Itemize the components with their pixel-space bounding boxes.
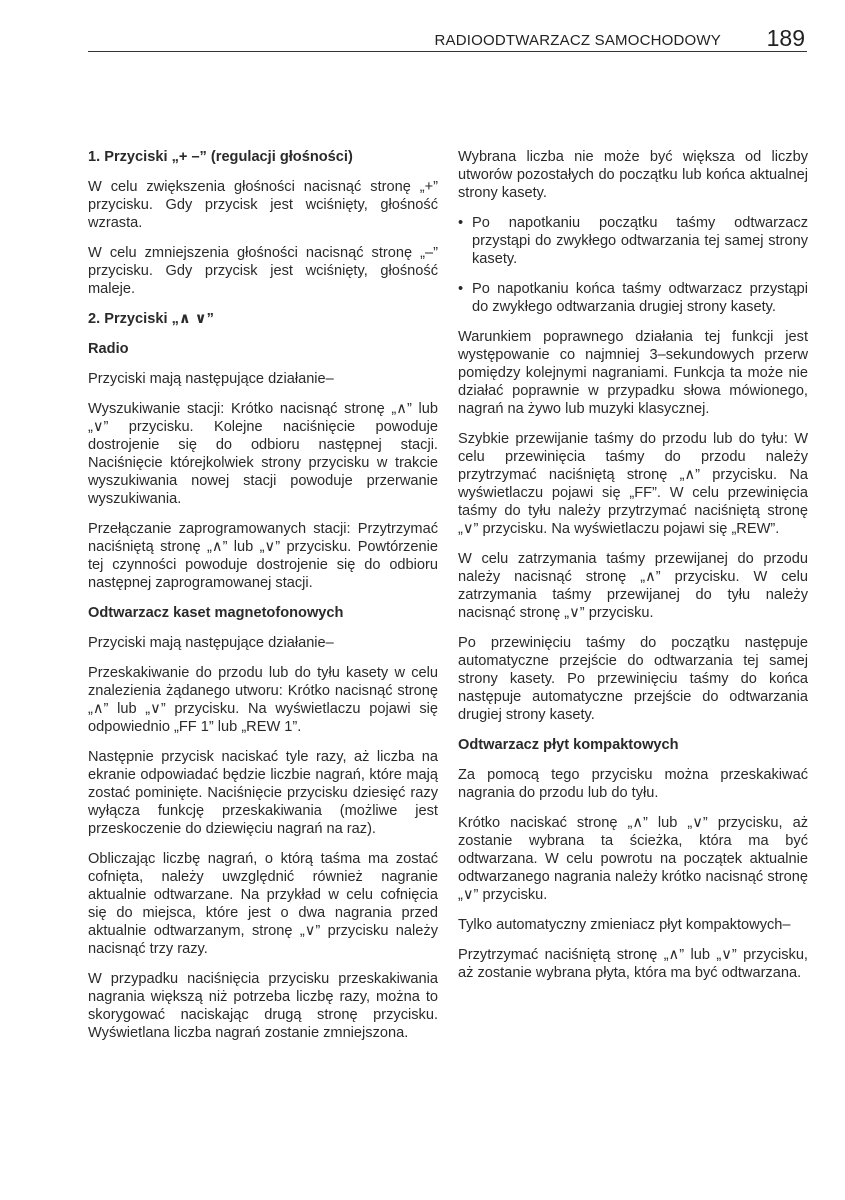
header-rule (88, 51, 807, 52)
page-number: 189 (766, 25, 805, 51)
section-heading-arrow-buttons: 2. Przyciski „∧ ∨” (88, 311, 214, 327)
paragraph-cassette-intro: Przyciski mają następujące działanie– (88, 635, 334, 651)
bullet-tape-start (458, 214, 808, 268)
paragraph-cd-changer-only: Tylko automatyczny zmieniacz płyt kompaktowych– (458, 917, 791, 933)
bullet-dot-icon: • (458, 281, 464, 297)
paragraph-fast-wind: Szybkie przewijanie taśmy do przodu lub do tyłu: W celu przewinięcia taśmy do przodu należy przytrzymać naciśniętą stronę „∧” przycisku. Na wyświetlaczu pojawi się „FF”. W celu przewinięcia taśmy do tyłu należy przytrzymać naciśniętą stronę „∨” przycisku. Na wyświetlaczu pojawi się „REW”. (458, 431, 808, 537)
paragraph-volume-up: W celu zwiększenia głośności nacisnąć stronę „+” przycisku. Gdy przycisk jest wciśnięty, głośność wzrasta. (88, 179, 438, 231)
subheading-cd-player: Odtwarzacz płyt kompaktowych (458, 737, 679, 753)
paragraph-preset-switching: Przełączanie zaprogramowanych stacji: Przytrzymać naciśniętą stronę „∧” lub „∨” przycisku. Powtórzenie tej czynności powoduje dostrojenie się do odbioru następnej zaprogramowanej stacji. (88, 521, 438, 591)
paragraph-cd-disc-select: Przytrzymać naciśniętą stronę „∧” lub „∨” przycisku, aż zostanie wybrana płyta, która ma być odtwarzana. (458, 947, 808, 981)
paragraph-skip-correction: W przypadku naciśnięcia przycisku przeskakiwania nagrania większą niż potrzeba liczbę razy, można to skorygować naciskając drugą stronę przycisku. Wyświetlana liczba nagrań zostanie zmniejszona. (88, 971, 438, 1041)
paragraph-rewind-count: Obliczając liczbę nagrań, o którą taśma ma zostać cofnięta, należy uwzględnić również nagranie aktualnie odtwarzane. Na przykład w celu cofnięcia się do miejsca, które jest o dwa nagrania przed aktualnie odtwarzanym, stronę „∨” przycisku należy nacisnąć trzy razy. (88, 851, 438, 957)
page-header (0, 0, 845, 60)
paragraph-radio-intro: Przyciski mają następujące działanie– (88, 371, 334, 387)
paragraph-track-skip: Przeskakiwanie do przodu lub do tyłu kasety w celu znalezienia żądanego utworu: Krótko nacisnąć stronę „∧” lub „∨” przycisku. Na wyświetlaczu pojawi się odpowiednio „FF 1” lub „REW 1”. (88, 665, 438, 735)
paragraph-skip-count: Następnie przycisk naciskać tyle razy, aż liczba na ekranie odpowiadać będzie liczbie nagrań, które mają zostać pominięte. Naciśnięcie przycisku dziesięć razy wyłącza funkcję przeskakiwania (możliwe jest przeskoczenie do dziewięciu nagrań na raz). (88, 749, 438, 837)
paragraph-cd-intro: Za pomocą tego przycisku można przeskakiwać nagrania do przodu lub do tyłu. (458, 767, 808, 801)
paragraph-function-condition: Warunkiem poprawnego działania tej funkcji jest występowanie co najmniej 3–sekundowych przerw pomiędzy kolejnymi nagraniami. Funkcja ta może nie działać poprawnie w przypadku słowa mówionego, nagrań na żywo lub muzyki klasycznej. (458, 329, 808, 417)
paragraph-cd-track-select: Krótko naciskać stronę „∧” lub „∨” przycisku, aż zostanie wybrana ta ścieżka, która ma być odtwarzana. W celu powrotu na początek aktualnie odtwarzanego nagrania należy krótko nacisnąć stronę „∨” przycisku. (458, 815, 808, 903)
subheading-cassette-player: Odtwarzacz kaset magnetofonowych (88, 605, 344, 621)
left-column (88, 148, 438, 1054)
paragraph-auto-play: Po przewinięciu taśmy do początku następuje automatyczne przejście do odtwarzania tej samej strony kasety. Po przewinięciu taśmy do końca następuje automatyczne przejście do odtwarzania drugiej strony kasety. (458, 635, 808, 723)
right-column (458, 148, 808, 994)
bullet-dot-icon: • (458, 215, 464, 231)
running-header-title: RADIOODTWARZACZ SAMOCHODOWY (434, 32, 721, 49)
subheading-radio: Radio (88, 341, 129, 357)
paragraph-skip-limit: Wybrana liczba nie może być większa od liczby utworów pozostałych do początku lub końca aktualnej strony kasety. (458, 149, 808, 201)
bullet-text: Po napotkaniu początku taśmy odtwarzacz przystąpi do zwykłego odtwarzania tej samej strony kasety. (472, 215, 808, 267)
bullet-tape-end (458, 280, 808, 316)
paragraph-station-search: Wyszukiwanie stacji: Krótko nacisnąć stronę „∧” lub „∨” przycisku. Kolejne naciśnięcie powoduje dostrojenie się do odbioru następnej stacji. Naciśnięcie którejkolwiek strony przycisku w trakcie wyszukiwania nowej stacji powoduje przerwanie wyszukiwania. (88, 401, 438, 507)
bullet-text: Po napotkaniu końca taśmy odtwarzacz przystąpi do zwykłego odtwarzania drugiej strony kasety. (472, 281, 808, 315)
paragraph-volume-down: W celu zmniejszenia głośności nacisnąć stronę „–” przycisku. Gdy przycisk jest wciśnięty, głośność maleje. (88, 245, 438, 297)
section-heading-volume-buttons: 1. Przyciski „+ –” (regulacji głośności) (88, 149, 353, 165)
paragraph-stop-wind: W celu zatrzymania taśmy przewijanej do przodu należy nacisnąć stronę „∧” przycisku. W celu zatrzymania taśmy przewijanej do tyłu należy nacisnąć stronę „∨” przycisku. (458, 551, 808, 621)
